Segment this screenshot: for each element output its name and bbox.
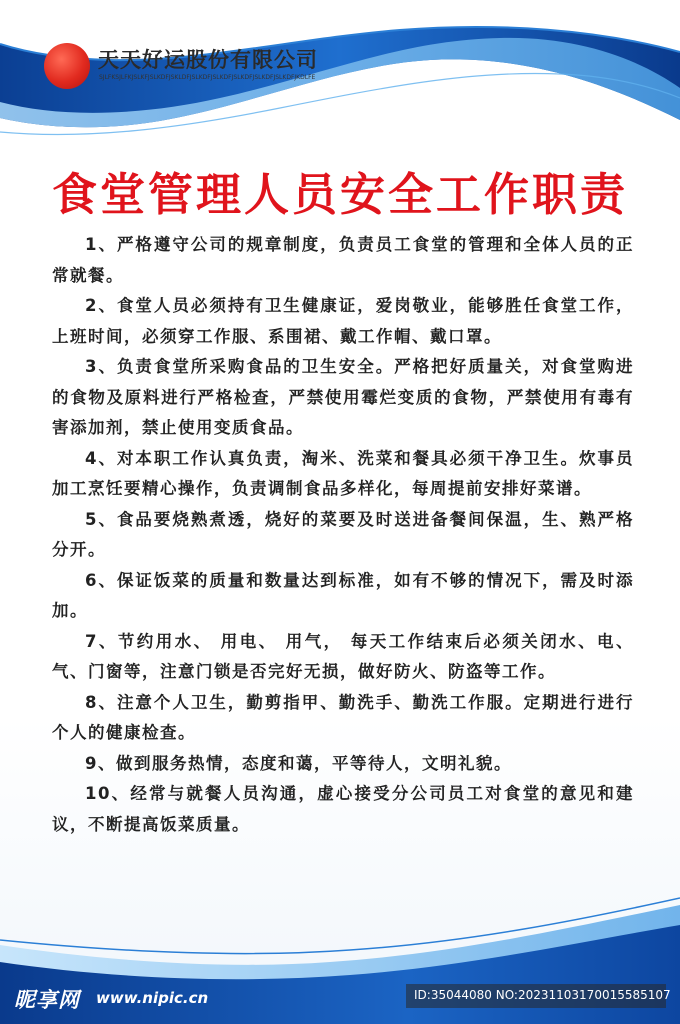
duty-item: 8、注意个人卫生，勤剪指甲、勤洗手、勤洗工作服。定期进行进行个人的健康检查。 bbox=[52, 692, 634, 742]
watermark-site-url: www.nipic.cn bbox=[96, 989, 209, 1007]
watermark-site-name: 昵享网 bbox=[14, 988, 80, 1012]
duty-item: 3、负责食堂所采购食品的卫生安全。严格把好质量关，对食堂购进的食物及原料进行严格检查，严禁使用霉烂变质的食物，严禁使用有毒有害添加剂，禁止使用变质食品。 bbox=[52, 357, 634, 437]
watermark-image-id: ID:35044080 NO:20231103170015585107 bbox=[414, 988, 671, 1002]
duty-item: 2、食堂人员必须持有卫生健康证，爱岗敬业，能够胜任食堂工作，上班时间，必须穿工作服、系围裙、戴工作帽、戴口罩。 bbox=[52, 296, 634, 346]
duty-item: 7、节约用水、 用电、 用气， 每天工作结束后必须关闭水、电、气、门窗等，注意门锁是否完好无损，做好防火、防盗等工作。 bbox=[52, 631, 634, 681]
duty-item: 1、严格遵守公司的规章制度，负责员工食堂的管理和全体人员的正常就餐。 bbox=[52, 235, 634, 285]
company-name: 天天好运股份有限公司 bbox=[98, 48, 318, 72]
company-logo-icon bbox=[44, 43, 90, 89]
company-subtext: SJLFKSJLFKJSLKFJSLKDFJSKLDFJSLKDFJSLKDFJSLKDFJSLKDFJSLKDFJKDLFE bbox=[99, 74, 316, 81]
page-title: 食堂管理人员安全工作职责 bbox=[51, 168, 628, 221]
duty-item: 4、对本职工作认真负责，淘米、洗菜和餐具必须干净卫生。炊事员加工烹饪要精心操作，负责调制食品多样化，每周提前安排好菜谱。 bbox=[52, 448, 634, 498]
duty-item: 9、做到服务热情，态度和蔼，平等待人，文明礼貌。 bbox=[85, 753, 512, 773]
duty-list bbox=[52, 230, 634, 840]
duty-item: 6、保证饭菜的质量和数量达到标准，如有不够的情况下，需及时添加。 bbox=[52, 570, 634, 620]
duty-item: 10、经常与就餐人员沟通，虚心接受分公司员工对食堂的意见和建议，不断提高饭菜质量。 bbox=[52, 784, 634, 834]
duty-item: 5、食品要烧熟煮透，烧好的菜要及时送进备餐间保温，生、熟严格分开。 bbox=[52, 509, 634, 559]
